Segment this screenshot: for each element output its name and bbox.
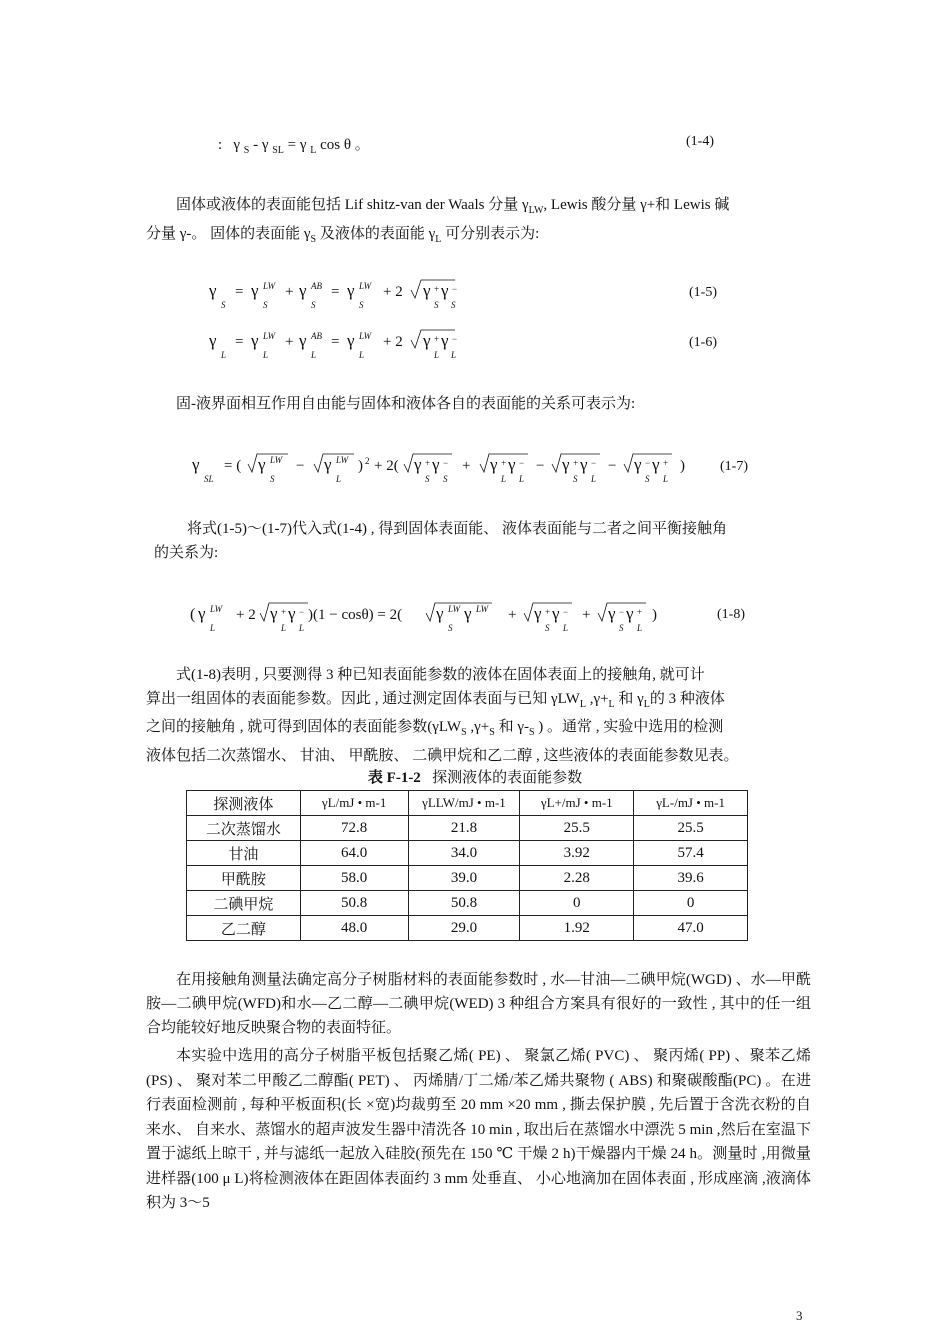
svg-text:)(1 − cosθ) = 2(: )(1 − cosθ) = 2( xyxy=(308,607,403,623)
svg-text:AB: AB xyxy=(311,281,322,291)
principle-line-4: 液体包括二次蒸馏水、 甘油、 甲酰胺、 二碘甲烷和乙二醇 , 这些液体的表面能参数见表。 xyxy=(146,747,739,764)
svg-text:γ: γ xyxy=(652,455,660,474)
cell-value: 2.28 xyxy=(520,866,634,891)
svg-text:+: + xyxy=(285,284,294,300)
svg-text:(: ( xyxy=(190,606,196,623)
svg-text:S: S xyxy=(221,300,226,310)
header-liquid: 探测液体 xyxy=(187,791,301,816)
svg-text:L: L xyxy=(637,623,643,633)
svg-text:S: S xyxy=(425,474,430,484)
svg-text:+: + xyxy=(501,458,507,468)
table-header-row xyxy=(187,791,748,816)
equation-number-1-5: (1-5) xyxy=(689,285,717,300)
cell-value: 1.92 xyxy=(520,916,634,941)
cell-liquid: 乙二醇 xyxy=(187,916,301,941)
svg-text:S: S xyxy=(443,474,448,484)
svg-text:L: L xyxy=(281,623,287,633)
svg-text:−: − xyxy=(452,284,458,294)
svg-text:LW: LW xyxy=(263,331,276,341)
svg-text:γ: γ xyxy=(441,331,449,350)
equation-number-1-7: (1-7) xyxy=(720,459,748,474)
svg-text:SL: SL xyxy=(204,474,214,484)
svg-text:L: L xyxy=(221,350,227,360)
svg-text:LW: LW xyxy=(476,604,489,614)
svg-text:γ: γ xyxy=(347,281,355,300)
cell-value: 25.5 xyxy=(634,816,748,841)
cell-liquid: 二次蒸馏水 xyxy=(187,816,301,841)
principle-line-3: 之间的接触角 , 就可得到固体的表面能参数(γLW$_S$ $,\gamma+_S$ 和 $\gamma-_S$ ) 。通常 , 实验中选用的检测 xyxy=(146,719,724,738)
svg-text:+: + xyxy=(425,458,431,468)
equation-1-6 xyxy=(205,326,495,364)
svg-text:γ: γ xyxy=(209,281,217,300)
svg-text:L: L xyxy=(336,474,342,484)
cell-value: 29.0 xyxy=(408,916,520,941)
svg-text:=: = xyxy=(331,334,340,350)
svg-text:S: S xyxy=(359,300,364,310)
cell-value: 57.4 xyxy=(634,841,748,866)
svg-text:S: S xyxy=(645,474,650,484)
svg-text:+: + xyxy=(582,607,591,623)
svg-text:γ: γ xyxy=(562,455,570,474)
svg-text:γ: γ xyxy=(258,455,266,474)
paragraph-combination-schemes: 在用接触角测量法确定高分子树脂材料的表面能参数时 , 水—甘油—二碘甲烷(WGD) 、水—甲酰胺—二碘甲烷(WFD)和水—乙二醇—二碘甲烷(WED) 3 种组合方案具有很好的一致性 , 其中的任一组合均能较好地反映聚合物的表面特征。 xyxy=(146,972,811,1036)
table-row xyxy=(187,841,748,866)
svg-text:γ: γ xyxy=(626,604,634,623)
svg-text:+ 2: + 2 xyxy=(236,607,256,623)
equation-1-7 xyxy=(190,446,710,488)
svg-text:γ: γ xyxy=(198,604,206,623)
svg-text:+: + xyxy=(462,458,471,474)
svg-text:γ: γ xyxy=(423,331,431,350)
paragraph-substitution xyxy=(154,518,814,565)
svg-text:L: L xyxy=(311,350,317,360)
svg-text:γ: γ xyxy=(270,604,278,623)
svg-text:2: 2 xyxy=(365,456,370,466)
svg-text:S: S xyxy=(311,300,316,310)
svg-text:S: S xyxy=(619,623,624,633)
svg-text:−: − xyxy=(619,607,625,617)
principle-line-2: 算出一组固体的表面能参数。因此 , 通过测定固体表面与已知 γLW$_L$ $,\gamma+_L$ 和 $\gamma_L$的 3 种液体 xyxy=(146,690,725,710)
svg-text:γ: γ xyxy=(580,455,588,474)
svg-text:): ) xyxy=(358,458,363,474)
svg-text:L: L xyxy=(501,474,507,484)
substitution-line-1: 将式(1-5)～(1-7)代入式(1-4) , 得到固体表面能、 液体表面能与二者之间平衡接触角 xyxy=(187,521,727,537)
svg-text:−: − xyxy=(299,607,305,617)
svg-text:−: − xyxy=(591,458,597,468)
svg-text:=: = xyxy=(235,284,244,300)
svg-text:−: − xyxy=(519,458,525,468)
svg-text:γ: γ xyxy=(423,281,431,300)
cell-value: 0 xyxy=(520,891,634,916)
cell-value: 39.0 xyxy=(408,866,520,891)
table-caption-title: 探测液体的表面能参数 xyxy=(432,770,583,786)
svg-text:γ: γ xyxy=(490,455,498,474)
svg-text:L: L xyxy=(519,474,525,484)
svg-text:γ: γ xyxy=(441,281,449,300)
svg-text:LW: LW xyxy=(359,281,372,291)
paragraph-measurement-principle xyxy=(146,664,811,768)
table-row xyxy=(187,866,748,891)
equation-1-5 xyxy=(205,276,495,314)
svg-text:LW: LW xyxy=(270,455,283,465)
svg-text:L: L xyxy=(663,474,669,484)
svg-text:γ: γ xyxy=(192,455,200,474)
svg-text:S: S xyxy=(451,300,456,310)
svg-text:γ: γ xyxy=(251,281,259,300)
svg-text:S: S xyxy=(263,300,268,310)
svg-text:γ: γ xyxy=(299,281,307,300)
cell-liquid: 二碘甲烷 xyxy=(187,891,301,916)
table-row xyxy=(187,816,748,841)
header-gamma-lw: γLLW/mJ • m-1 xyxy=(408,791,520,816)
svg-text:γ: γ xyxy=(299,331,307,350)
svg-text:L: L xyxy=(299,623,305,633)
cell-value: 50.8 xyxy=(408,891,520,916)
svg-text:+ 2: + 2 xyxy=(383,334,403,350)
svg-text:+: + xyxy=(637,607,643,617)
svg-text:+ 2: + 2 xyxy=(383,284,403,300)
cell-value: 48.0 xyxy=(300,916,408,941)
table-caption-label: 表 F-1-2 xyxy=(367,770,421,786)
svg-text:γ: γ xyxy=(552,604,560,623)
svg-text:): ) xyxy=(652,607,657,623)
cell-value: 21.8 xyxy=(408,816,520,841)
svg-text:−: − xyxy=(452,334,458,344)
svg-text:L: L xyxy=(451,350,457,360)
svg-text:γ: γ xyxy=(634,455,642,474)
page-number: 3 xyxy=(796,1308,803,1323)
svg-text:γ: γ xyxy=(288,604,296,623)
principle-line-1: 式(1-8)表明 , 只要测得 3 种已知表面能参数的液体在固体表面上的接触角, 就可计 xyxy=(176,667,705,683)
cell-value: 0 xyxy=(634,891,748,916)
header-gamma-l: γL/mJ • m-1 xyxy=(300,791,408,816)
svg-text:γ: γ xyxy=(534,604,542,623)
cell-liquid: 甲酰胺 xyxy=(187,866,301,891)
svg-text:=: = xyxy=(235,334,244,350)
svg-text:γ: γ xyxy=(251,331,259,350)
svg-text:L: L xyxy=(591,474,597,484)
svg-text:γ: γ xyxy=(209,331,217,350)
cell-value: 47.0 xyxy=(634,916,748,941)
equation-1-4: : γ $_S$ - γ $_{SL}$ = γ $_L$ cos θ 。 xyxy=(218,137,370,156)
svg-text:+: + xyxy=(573,458,579,468)
svg-text:+: + xyxy=(281,607,287,617)
svg-text:+: + xyxy=(285,334,294,350)
header-gamma-plus: γL+/mJ • m-1 xyxy=(520,791,634,816)
svg-text:+: + xyxy=(434,284,440,294)
equation-1-8 xyxy=(188,595,688,637)
svg-text:=: = xyxy=(331,284,340,300)
svg-text:−: − xyxy=(536,458,545,474)
svg-text:LW: LW xyxy=(263,281,276,291)
svg-text:LW: LW xyxy=(210,604,223,614)
svg-text:−: − xyxy=(645,458,651,468)
svg-text:+: + xyxy=(434,334,440,344)
table-caption xyxy=(0,766,950,787)
substitution-line-2: 的关系为: xyxy=(154,544,219,561)
cell-value: 50.8 xyxy=(300,891,408,916)
svg-text:S: S xyxy=(573,474,578,484)
svg-text:= (: = ( xyxy=(224,458,242,474)
svg-text:γ: γ xyxy=(436,604,444,623)
cell-value: 34.0 xyxy=(408,841,520,866)
svg-text:+: + xyxy=(663,458,669,468)
cell-value: 58.0 xyxy=(300,866,408,891)
svg-text:S: S xyxy=(448,623,453,633)
svg-text:+: + xyxy=(508,607,517,623)
cell-value: 39.6 xyxy=(634,866,748,891)
paragraph-experimental-method: 本实验中选用的高分子树脂平板包括聚乙烯( PE) 、 聚氯乙烯( PVC) 、 聚丙烯( PP) 、聚苯乙烯(PS) 、 聚对苯二甲酸乙二醇酯( PET) 、 丙烯腈/丁二烯/苯乙烯共聚物 ( ABS) 和聚碳酸酯(PC) 。在进行表面检测前 , 每种平板面积(长 ×宽)均裁剪至 20 mm ×20 mm , 撕去保护膜 , 先后置于含洗衣粉的自来水、 自来水、蒸馏水的超声波发生器中清洗各 10 min , 取出后在蒸馏水中漂洗 5 min ,然后在室温下置于滤纸上晾干 , 并与滤纸一起放入硅胶(预先在 150 ℃ 干燥 2 h)干燥器内干燥 24 h。测量时 ,用微量进样器(100 μ L)将检测液体在距固体表面约 3 mm 处垂直、 小心地滴加在固体表面 , 形成座滴 ,液滴体积为 3～5 xyxy=(146,1048,811,1211)
svg-text:+ 2(: + 2( xyxy=(374,458,399,474)
svg-text:−: − xyxy=(563,607,569,617)
svg-text:LW: LW xyxy=(448,604,461,614)
svg-text:LW: LW xyxy=(359,331,372,341)
equation-number-1-6: (1-6) xyxy=(689,335,717,350)
svg-text:LW: LW xyxy=(336,455,349,465)
svg-text:L: L xyxy=(359,350,365,360)
svg-text:−: − xyxy=(296,458,305,474)
svg-text:γ: γ xyxy=(608,604,616,623)
svg-text:γ: γ xyxy=(464,604,472,623)
svg-text:L: L xyxy=(563,623,569,633)
svg-text:γ: γ xyxy=(324,455,332,474)
equation-number-1-4: (1-4) xyxy=(686,134,714,149)
svg-text:γ: γ xyxy=(347,331,355,350)
cell-value: 72.8 xyxy=(300,816,408,841)
surface-energy-table xyxy=(186,790,748,941)
paragraph-surface-energy-components: 固体或液体的表面能包括 Lif shitz-van der Waals 分量 $\gamma_{LW}$, Lewis 酸分量 γ+和 Lewis 碱 分量 γ-。 固体的表面能 $\gamma_S$ 及液体的表面能 $\gamma_L$ 可分别表示为: xyxy=(146,197,730,245)
svg-text:γ: γ xyxy=(432,455,440,474)
svg-text:AB: AB xyxy=(311,331,322,341)
svg-text:L: L xyxy=(434,350,440,360)
equation-number-1-8: (1-8) xyxy=(717,607,745,622)
svg-text:γ: γ xyxy=(414,455,422,474)
svg-text:L: L xyxy=(263,350,269,360)
table-row xyxy=(187,916,748,941)
cell-value: 64.0 xyxy=(300,841,408,866)
svg-text:S: S xyxy=(270,474,275,484)
cell-value: 25.5 xyxy=(520,816,634,841)
paragraph-interface-relation: 固-液界面相互作用自由能与固体和液体各自的表面能的关系可表示为: xyxy=(176,396,636,412)
svg-text:−: − xyxy=(443,458,449,468)
svg-text:+: + xyxy=(545,607,551,617)
svg-text:S: S xyxy=(545,623,550,633)
cell-liquid: 甘油 xyxy=(187,841,301,866)
svg-text:−: − xyxy=(608,458,617,474)
table-row xyxy=(187,891,748,916)
svg-text:L: L xyxy=(210,623,216,633)
header-gamma-minus: γL-/mJ • m-1 xyxy=(634,791,748,816)
svg-text:S: S xyxy=(434,300,439,310)
cell-value: 3.92 xyxy=(520,841,634,866)
svg-text:γ: γ xyxy=(508,455,516,474)
svg-text:): ) xyxy=(680,458,685,474)
